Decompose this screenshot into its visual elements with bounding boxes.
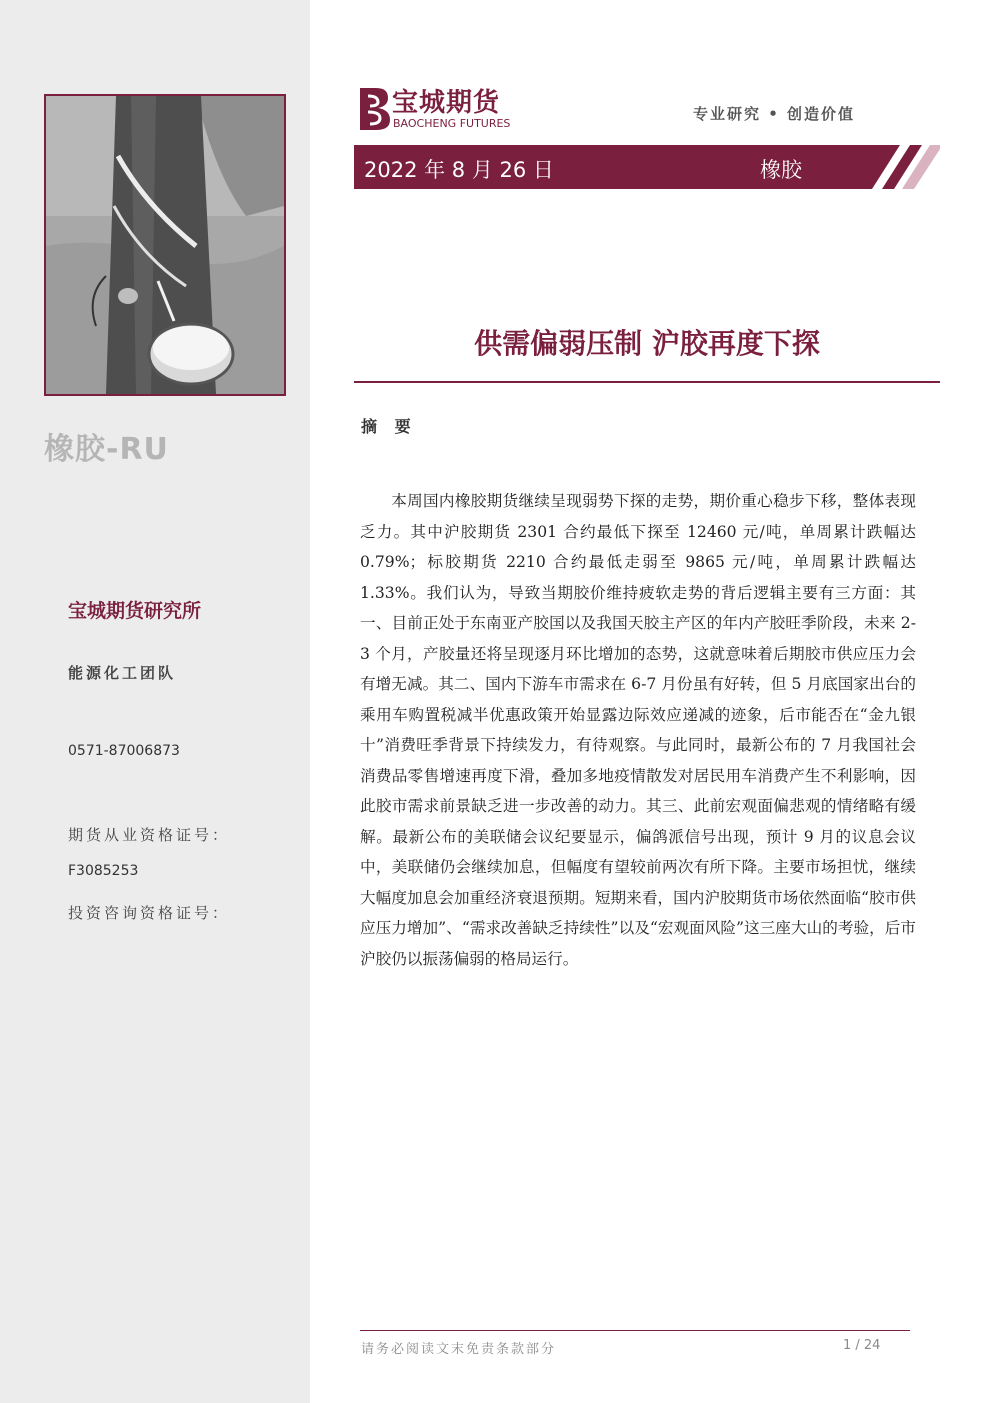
abstract-heading: 摘 要 [361, 417, 417, 436]
report-date: 2022 年 8 月 26 日 [364, 158, 554, 182]
brand-name-en: BAOCHENG FUTURES [393, 117, 511, 130]
report-title: 供需偏弱压制 沪胶再度下探 [474, 327, 820, 360]
consult-cert-label: 投资咨询资格证号： [68, 904, 231, 922]
abstract-body: 本周国内橡胶期货继续呈现弱势下探的走势，期价重心稳步下移，整体表现乏力。其中沪胶期货 2301 合约最低下探至 12460 元/吨，单周累计跌幅达 0.79%；标胶期货 2210 合约最低走弱至 9865 元/吨，单周累计跌幅达 1.33%。我们认为，导致当期胶价维持疲软走势的背后逻辑主要有三方面：其一、目前正处于东南亚产胶国以及我国天胶主产区的年内产胶旺季阶段，未来 2-3 个月，产胶量还将呈现逐月环比增加的态势，这就意味着后期胶市供应压力会有增无减。其二、国内下游车市需求在 6-7 月份虽有好转，但 5 月底国家出台的乘用车购置税减半优惠政策开始显露边际效应递减的迹象，后市能否在“金九银十”消费旺季背景下持续发力，有待观察。与此同时，最新公布的 7 月我国社会消费品零售增速再度下滑，叠加多地疫情散发对居民用车消费产生不利影响，因此胶市需求前景缺乏进一步改善的动力。其三、此前宏观面偏悲观的情绪略有缓解。最新公布的美联储会议纪要显示，偏鸽派信号出现，预计 9 月的议息会议中，美联储仍会继续加息，但幅度有望较前两次有所下降。主要市场担忧，继续大幅度加息会加重经济衰退预期。短期来看，国内沪胶期货市场依然面临“胶市供应压力增加”、“需求改善缺乏持续性”以及“宏观面风险”这三座大山的考验，后市沪胶仍以振荡偏弱的格局运行。 [360, 492, 916, 968]
cert-label: 期货从业资格证号： [68, 826, 231, 844]
rubber-tapping-image [46, 96, 284, 394]
brand-name-cn: 宝城期货 [392, 88, 501, 118]
title-divider [354, 381, 940, 383]
team-name: 能源化工团队 [68, 664, 177, 682]
phone-number: 0571-87006873 [68, 743, 180, 759]
page-number: 1 / 24 [843, 1338, 881, 1353]
category-label: 橡胶-RU [44, 432, 169, 467]
rubber-tree-photo [44, 94, 286, 396]
cert-number: F3085253 [68, 863, 139, 879]
footer-disclaimer: 请务必阅读文末免责条款部分 [361, 1342, 557, 1357]
logo-icon [354, 84, 394, 132]
slogan: 专业研究 • 创造价值 [693, 105, 856, 123]
sidebar [0, 0, 310, 1403]
footer-divider [360, 1330, 910, 1331]
institute-name: 宝城期货研究所 [68, 600, 202, 622]
report-sector: 橡胶 [760, 158, 802, 182]
